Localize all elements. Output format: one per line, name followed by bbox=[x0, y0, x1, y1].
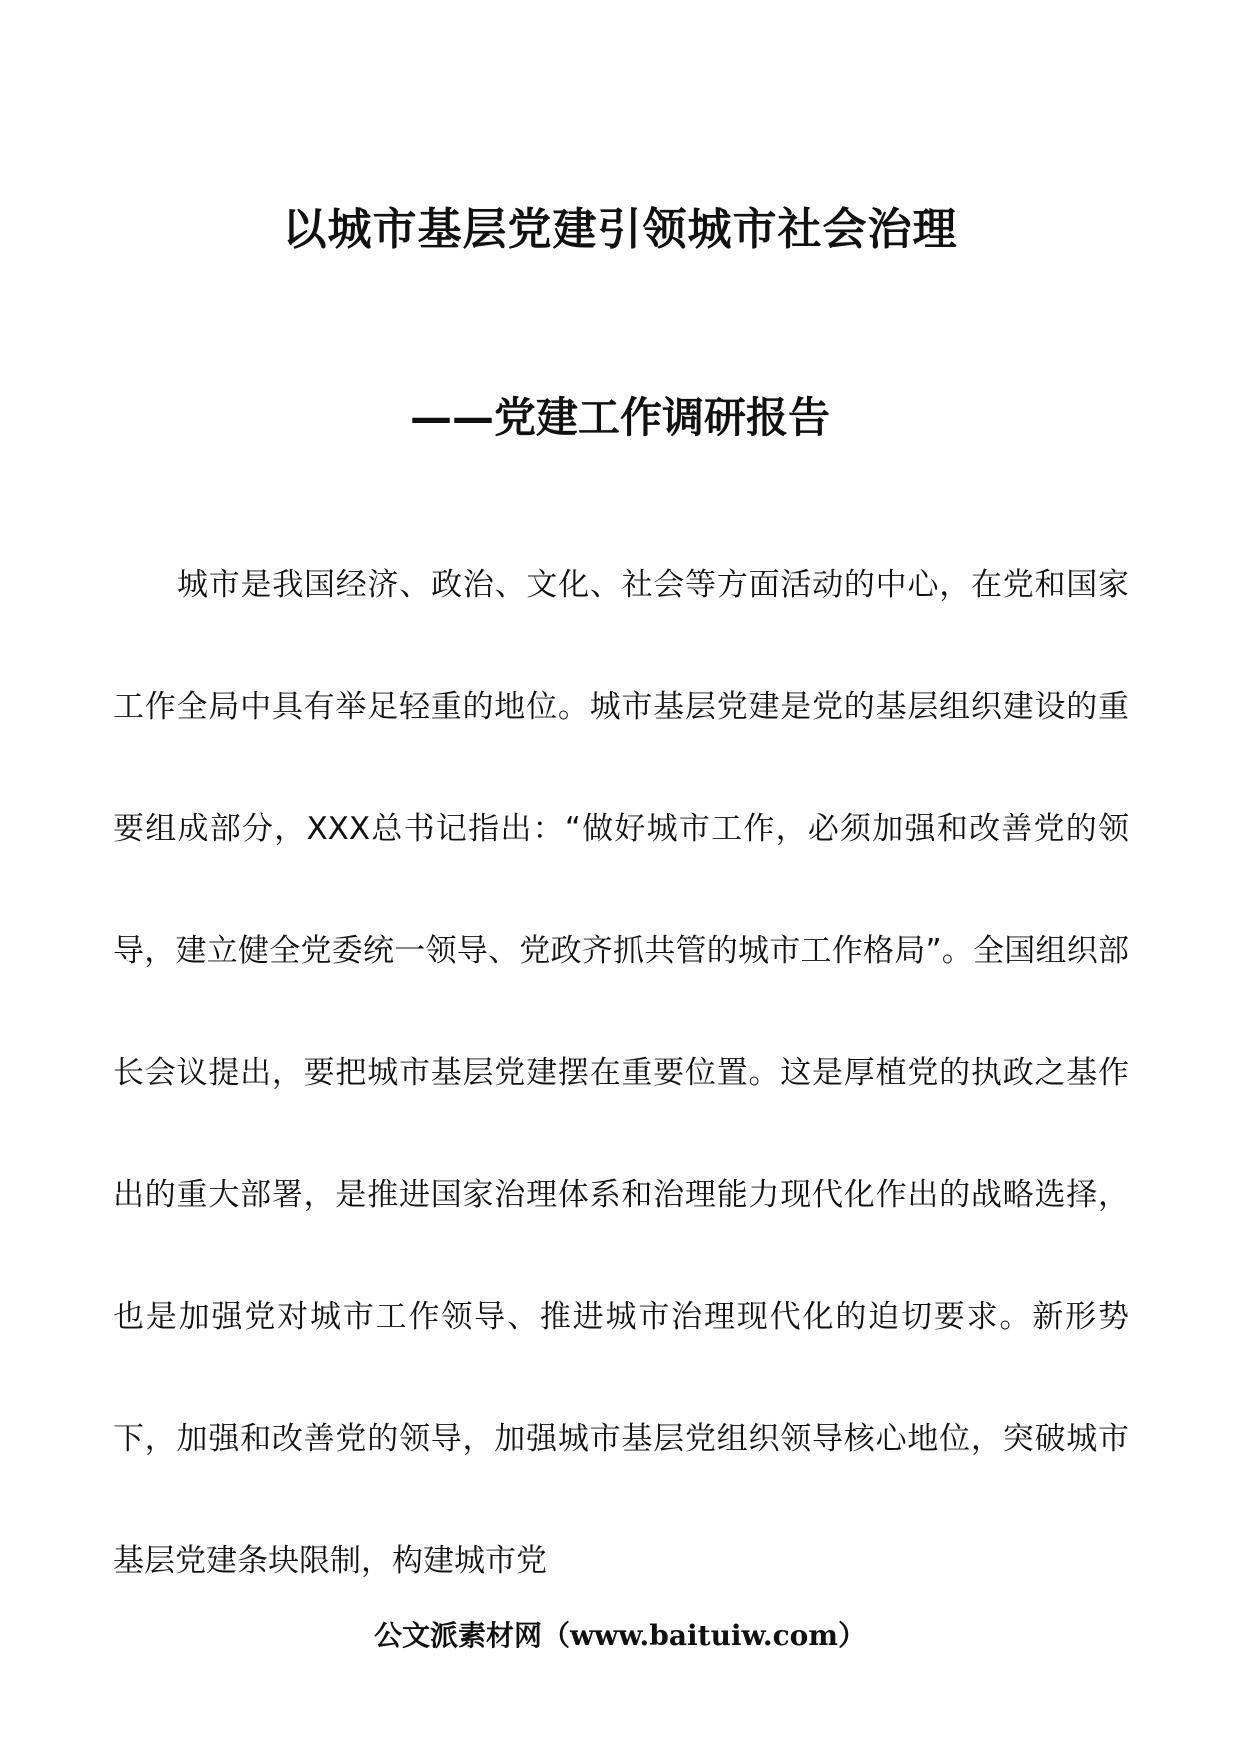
document-subtitle: ——党建工作调研报告 bbox=[409, 393, 830, 442]
document-title: 以城市基层党建引领城市社会治理 bbox=[282, 204, 958, 255]
footer-watermark: 公文派素材网（www.baituiw.com） bbox=[374, 1619, 866, 1652]
body-paragraph: 城市是我国经济、政治、文化、社会等方面活动的中心，在党和国家工作全局中具有举足轻重的地位。城市基层党建是党的基层组织建设的重要组成部分，XXX总书记指出：“做好城市工作，必须加强和改善党的领导，建立健全党委统一领导、党政齐抓共管的城市工作格局”。全国组织部长会议提出，要把城市基层党建摆在重要位置。这是厚植党的执政之基作出的重大部署，是推进国家治理体系和治理能力现代化作出的战略选择，也是加强党对城市工作领导、推进城市治理现代化的迫切要求。新形势下，加强和改善党的领导，加强城市基层党组织领导核心地位，突破城市基层党建条块限制，构建城市党 bbox=[113, 567, 1129, 1579]
